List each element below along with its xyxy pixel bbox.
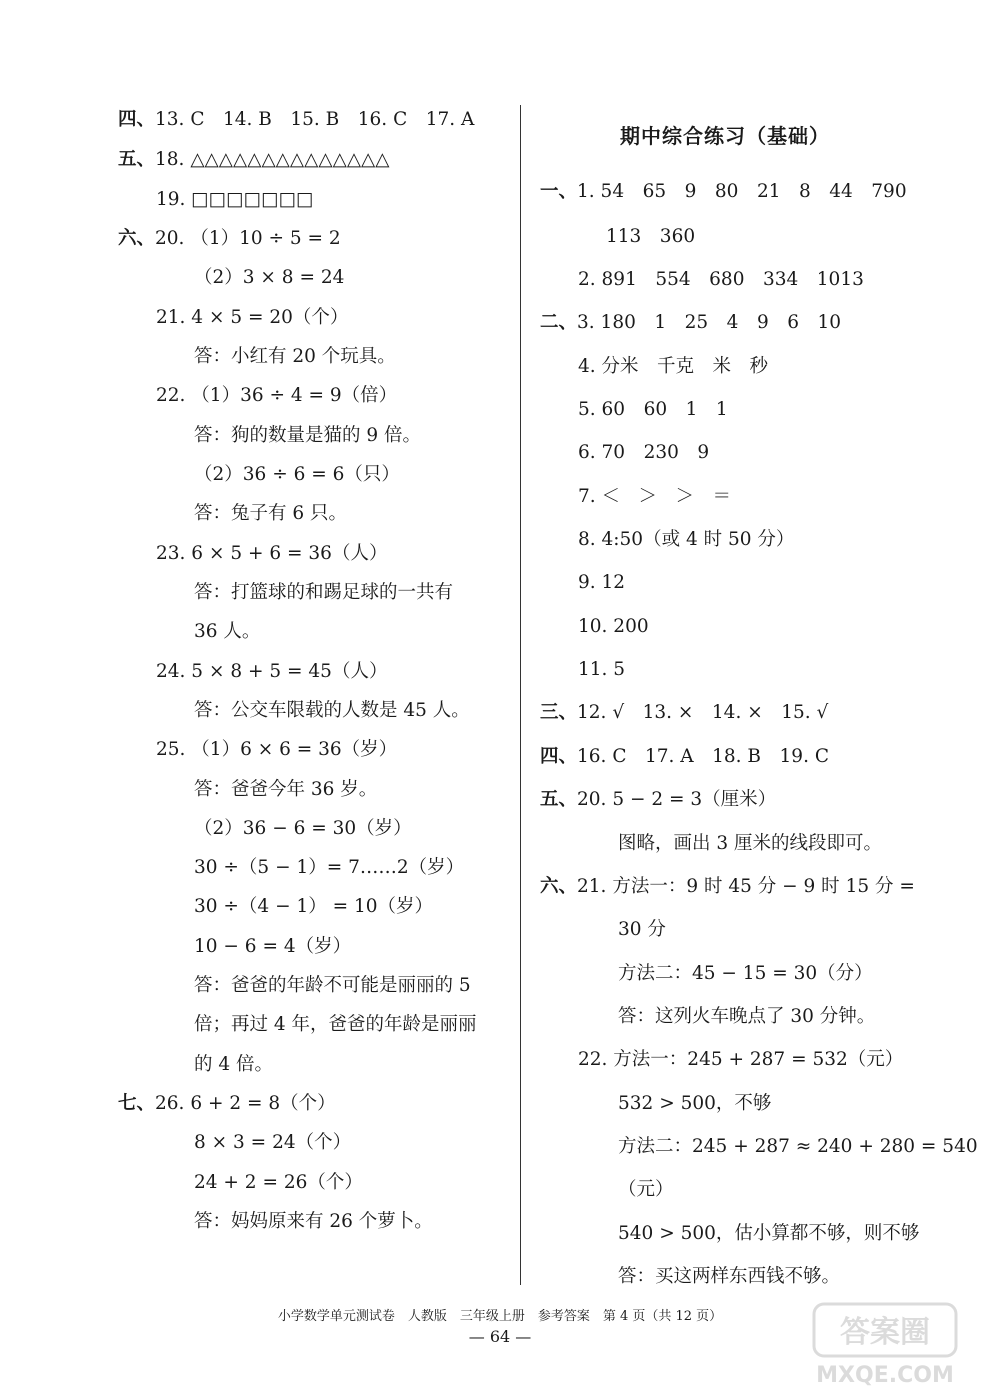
svg-text:MXQE.COM: MXQE.COM [816, 1363, 954, 1388]
answer-line: 25. （1）6 × 6 = 36（岁） [156, 739, 398, 760]
answer-line: 一、1. 54 65 9 80 21 8 44 790 [540, 181, 907, 202]
answer-line: 19. □□□□□□□ [156, 189, 314, 210]
answer-line: 24. 5 × 8 + 5 = 45（人） [156, 661, 388, 682]
answer-line: （元） [618, 1179, 674, 1200]
answer-line: 答：这列火车晚点了 30 分钟。 [618, 1006, 876, 1027]
answer-line: 答：狗的数量是猫的 9 倍。 [194, 425, 422, 446]
answer-line: 10 − 6 = 4（岁） [194, 936, 352, 957]
answer-line: 答：公交车限载的人数是 45 人。 [194, 700, 470, 721]
answer-line: 30 分 [618, 919, 666, 940]
answer-line: 11. 5 [578, 659, 626, 680]
section-title: 期中综合练习（基础） [620, 124, 830, 148]
answer-line: 30 ÷（4 − 1） = 10（岁） [194, 896, 434, 917]
answer-line: 二、3. 180 1 25 4 9 6 10 [540, 312, 842, 333]
answer-line: 答：买这两样东西钱不够。 [618, 1266, 841, 1287]
answer-line: 方法二：245 + 287 ≈ 240 + 280 = 540 [618, 1136, 978, 1157]
answer-line: 方法二：45 − 15 = 30（分） [618, 963, 873, 984]
answer-line: 4. 分米 千克 米 秒 [578, 356, 769, 377]
answer-line: 5. 60 60 1 1 [578, 399, 728, 420]
answer-line: 答：妈妈原来有 26 个萝卜。 [194, 1211, 433, 1232]
answer-line: 21. 4 × 5 = 20（个） [156, 307, 349, 328]
answer-line: 图略，画出 3 厘米的线段即可。 [618, 833, 883, 854]
answer-line: 五、20. 5 − 2 = 3（厘米） [540, 789, 777, 810]
answer-line: 6. 70 230 9 [578, 442, 710, 463]
answer-line: 2. 891 554 680 334 1013 [578, 269, 864, 290]
answer-line: 答：爸爸今年 36 岁。 [194, 779, 378, 800]
answer-line: 10. 200 [578, 616, 649, 637]
page-number: — 64 — [468, 1327, 532, 1346]
answer-line: 三、12. √ 13. × 14. × 15. √ [540, 702, 829, 723]
answer-line: 8 × 3 = 24（个） [194, 1132, 352, 1153]
answer-line: 113 360 [606, 226, 696, 247]
answer-line: 540 > 500，估小算都不够，则不够 [618, 1223, 920, 1244]
svg-text:答案圈: 答案圈 [840, 1315, 930, 1350]
answer-line: 答：打篮球的和踢足球的一共有 [194, 582, 454, 603]
answer-line: 七、26. 6 + 2 = 8（个） [118, 1093, 336, 1114]
answer-line: （2）36 − 6 = 30（岁） [194, 818, 412, 839]
answer-line: 23. 6 × 5 + 6 = 36（人） [156, 543, 388, 564]
answer-line: （2）3 × 8 = 24 [194, 267, 345, 288]
answer-line: 五、18. △△△△△△△△△△△△△△ [118, 149, 390, 170]
watermark-logo [810, 1300, 960, 1390]
answer-line: 倍；再过 4 年，爸爸的年龄是丽丽 [194, 1014, 477, 1035]
answer-line: 六、20. （1）10 ÷ 5 = 2 [118, 228, 341, 249]
answer-line: 22. （1）36 ÷ 4 = 9（倍） [156, 385, 398, 406]
answer-line: 36 人。 [194, 621, 261, 642]
answer-line: 7. ＜ ＞ ＞ ＝ [578, 486, 732, 507]
footer-text: 小学数学单元测试卷 人教版 三年级上册 参考答案 第 4 页（共 12 页） [277, 1309, 723, 1324]
answer-line: 8. 4:50（或 4 时 50 分） [578, 529, 795, 550]
answer-line: 的 4 倍。 [194, 1054, 274, 1075]
answer-line: 30 ÷（5 − 1）= 7……2（岁） [194, 857, 465, 878]
answer-line: 9. 12 [578, 572, 626, 593]
answer-line: 答：爸爸的年龄不可能是丽丽的 5 [194, 975, 471, 996]
column-divider [520, 105, 521, 1285]
answer-line: 答：小红有 20 个玩具。 [194, 346, 396, 367]
answer-line: 22. 方法一：245 + 287 = 532（元） [578, 1049, 904, 1070]
answer-line: 答：兔子有 6 只。 [194, 503, 348, 524]
answer-line: 四、13. C 14. B 15. B 16. C 17. A [118, 109, 475, 130]
answer-line: 四、16. C 17. A 18. B 19. C [540, 746, 829, 767]
answer-line: 六、21. 方法一：9 时 45 分 − 9 时 15 分 = [540, 876, 915, 897]
answer-line: （2）36 ÷ 6 = 6（只） [194, 464, 400, 485]
answer-line: 24 + 2 = 26（个） [194, 1172, 363, 1193]
answer-line: 532 > 500，不够 [618, 1093, 772, 1114]
